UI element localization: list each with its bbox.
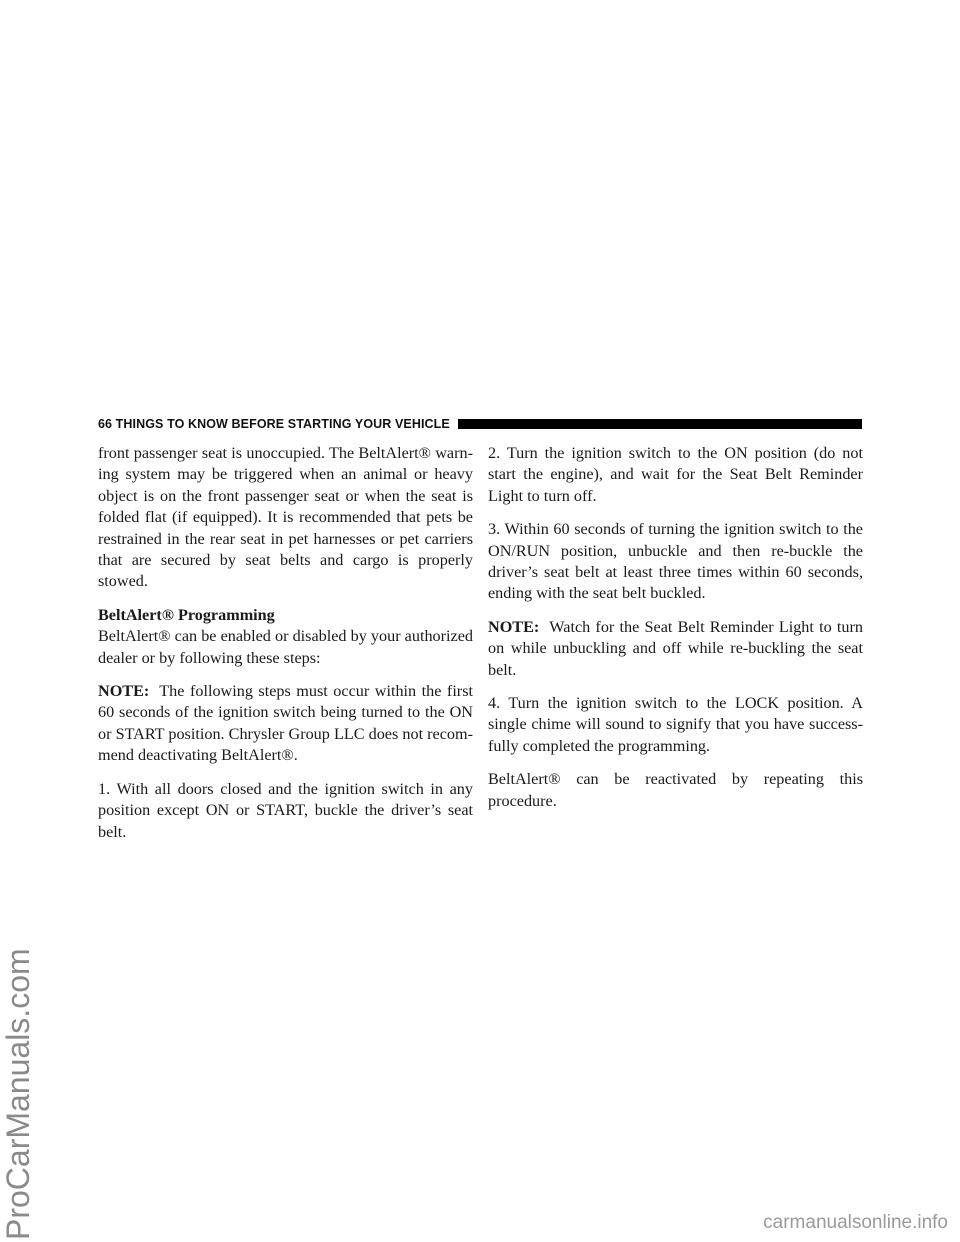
header-rule [458, 419, 862, 429]
left-column [98, 443, 473, 843]
step-2: 2. Turn the ignition switch to the ON position (do not start the engine), and wait for the Seat Belt Reminder Light to turn off. [488, 444, 863, 505]
paragraph-programming: BeltAlert® can be enabled or disabled by your authorized dealer or by following these steps: [98, 627, 473, 667]
page-header [98, 416, 862, 432]
note-label: NOTE: [488, 617, 540, 636]
paragraph-intro: front passenger seat is unoccupied. The BeltAlert® warn-ing system may be triggered when an animal or heavy object is on the front passenger seat or when the seat is folded flat (if equipped). It is recommended that pets be restrained in the rear seat in pet harnesses or pet carriers that are secured by seat belts and cargo is properly stowed. [98, 444, 473, 591]
page-header-text: 66 THINGS TO KNOW BEFORE STARTING YOUR VEHICLE [98, 417, 450, 431]
paragraph-reactivate: BeltAlert® can be reactivated by repeating this procedure. [488, 770, 863, 810]
note-paragraph-1 [98, 681, 473, 767]
note-text: Watch for the Seat Belt Reminder Light to turn on while unbuckling and off while re-buckling the seat belt. [488, 617, 863, 679]
step-1: 1. With all doors closed and the ignition switch in any position except ON or START, buckle the driver’s seat belt. [98, 779, 473, 841]
side-watermark: ProCarManuals.com [0, 948, 36, 1240]
note-label: NOTE: [98, 682, 150, 701]
section-subhead: BeltAlert® Programming [98, 605, 275, 624]
footer-watermark: carmanualsonline.info [763, 1212, 948, 1233]
step-3: 3. Within 60 seconds of turning the ignition switch to the ON/RUN position, unbuckle and then re-buckle the driver’s seat belt at least three times within 60 seconds, ending with the seat belt buckled. [488, 520, 863, 603]
note-paragraph-2 [488, 617, 863, 681]
right-column [488, 443, 863, 824]
note-text: The following steps must occur within the first 60 seconds of the ignition switch being turned to the ON or START position. Chrysler Group LLC does not recom-mend deactivating BeltAlert®. [98, 682, 473, 765]
step-4: 4. Turn the ignition switch to the LOCK position. A single chime will sound to signify that you have success-fully completed the programming. [488, 694, 863, 755]
